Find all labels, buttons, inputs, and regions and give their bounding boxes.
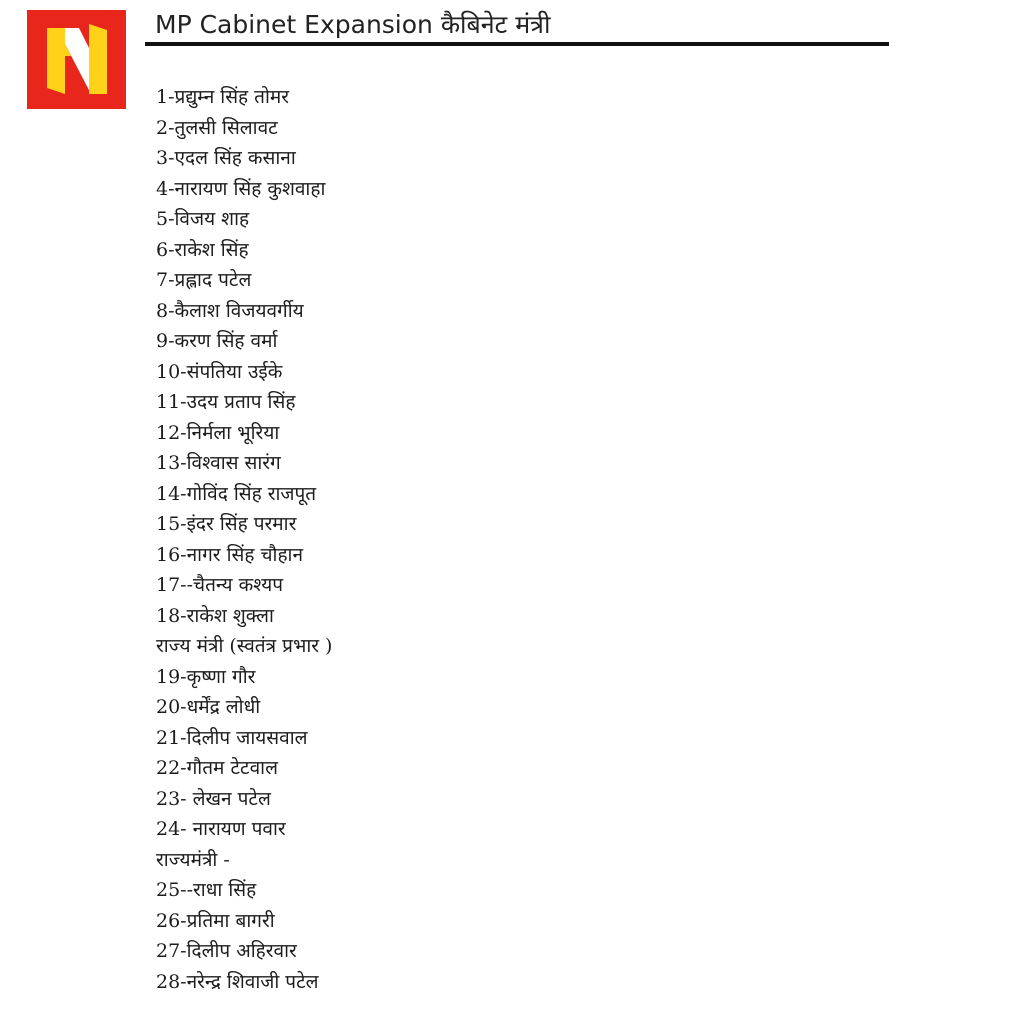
list-item: 1-प्रद्युम्न सिंह तोमर [156,86,290,108]
list-item: 14-गोविंद सिंह राजपूत [156,482,317,505]
list-item: 18-राकेश शुक्ला [156,604,274,627]
logo-letter-n-icon [27,10,126,109]
list-item: 21-दिलीप जायसवाल [156,726,308,749]
list-item: 22-गौतम टेटवाल [156,757,278,779]
list-item: 20-धर्मेंद्र लोधी [156,696,261,718]
list-item: 4-नारायण सिंह कुशवाहा [156,177,326,200]
list-item: 6-राकेश सिंह [156,238,249,261]
document-title: MP Cabinet Expansion कैबिनेट मंत्री [155,10,551,39]
list-item: 26-प्रतिमा बागरी [156,909,275,932]
list-item: 9-करण सिंह वर्मा [156,330,278,352]
list-item: 23- लेखन पटेल [156,787,271,810]
list-item: 2-तुलसी सिलावट [156,116,278,139]
list-item: 3-एदल सिंह कसाना [156,147,296,169]
list-item: 27-दिलीप अहिरवार [156,940,297,962]
list-item: 12-निर्मला भूरिया [156,421,280,444]
list-item: 28-नरेन्द्र शिवाजी पटेल [156,970,319,993]
list-item: 24- नारायण पवार [156,818,286,840]
list-item: 5-विजय शाह [156,208,250,230]
list-item: 13-विश्वास सारंग [156,452,281,474]
list-item: 11-उदय प्रताप सिंह [156,391,296,413]
list-item: 7-प्रह्लाद पटेल [156,269,252,291]
minister-list [156,82,856,997]
list-item: 8-कैलाश विजयवर्गीय [156,299,304,322]
section-heading: राज्य मंत्री (स्वतंत्र प्रभार ) [156,635,333,657]
title-underline [145,42,889,46]
section-heading: राज्यमंत्री - [156,848,230,871]
list-item: 17--चैतन्य कश्यप [156,574,284,596]
list-item: 15-इंदर सिंह परमार [156,513,297,535]
list-item: 19-कृष्णा गौर [156,665,256,688]
list-item: 10-संपतिया उईके [156,360,283,383]
list-item: 25--राधा सिंह [156,879,257,901]
list-item: 16-नागर सिंह चौहान [156,543,304,566]
brand-logo[interactable] [27,10,126,109]
